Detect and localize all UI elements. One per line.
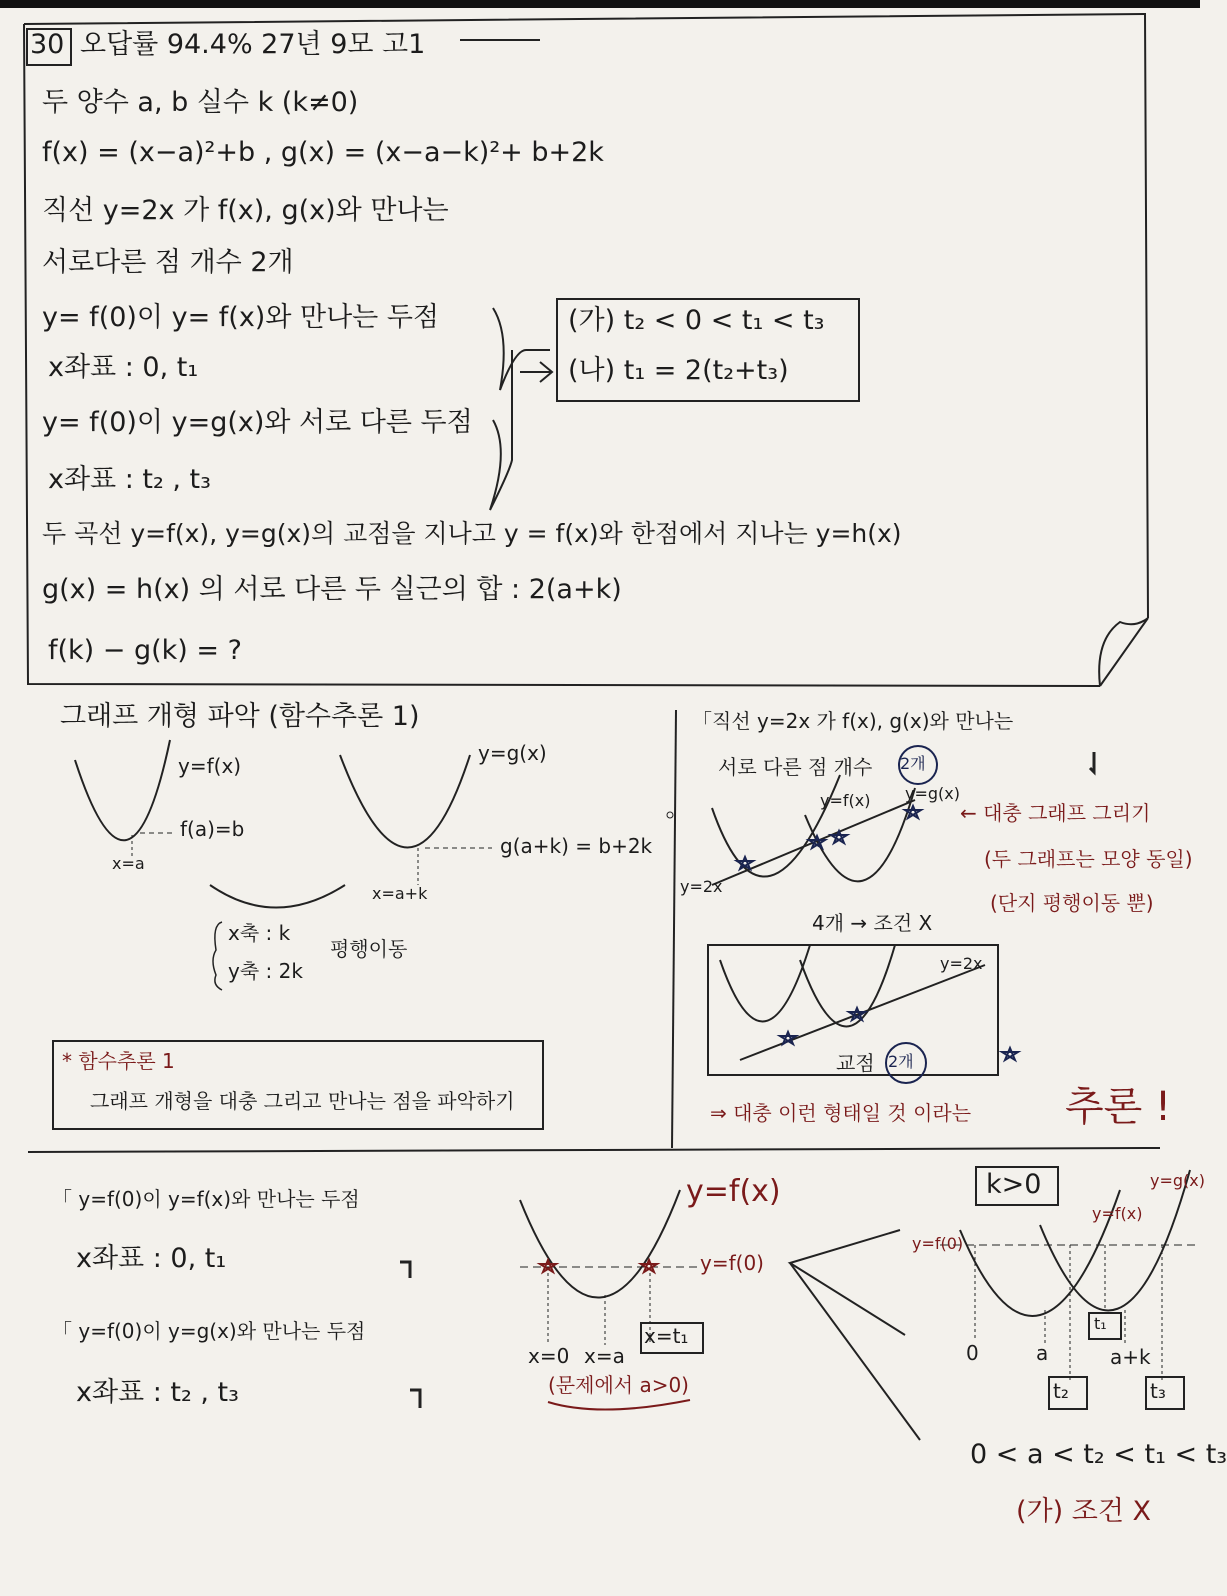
- problem-line: y= f(0)이 y= f(x)와 만나는 두점: [42, 302, 439, 333]
- s3-line: 「 y=f(0)이 y=f(x)와 만나는 두점: [52, 1187, 360, 1211]
- problem-number: 30: [30, 29, 65, 60]
- right-a: a: [1036, 1341, 1049, 1365]
- right-f0-label: y=f(0): [912, 1234, 964, 1253]
- g-vertex-label: g(a+k) = b+2k: [500, 834, 653, 858]
- s3-line: x좌표 : 0, t₁: [76, 1243, 227, 1274]
- a-positive: (문제에서 a>0): [548, 1373, 689, 1397]
- problem-line: y= f(0)이 y=g(x)와 서로 다른 두점: [42, 407, 473, 438]
- condition-ga: (가) t₂ < 0 < t₁ < t₃: [568, 305, 825, 336]
- cross-count: 2개: [888, 1052, 914, 1071]
- s3-f0-label: y=f(0): [700, 1251, 764, 1275]
- problem-line: 직선 y=2x 가 f(x), g(x)와 만나는: [42, 195, 449, 226]
- problem-line: 두 양수 a, b 실수 k (k≠0): [42, 87, 359, 118]
- xt1-label: x=t₁: [644, 1324, 689, 1348]
- s2-line-label: y=2x: [680, 877, 723, 896]
- condition-na: (나) t₁ = 2(t₂+t₃): [568, 355, 789, 386]
- x0-label: x=0: [528, 1344, 570, 1368]
- g-curve-label: y=g(x): [478, 741, 547, 765]
- conclusion: ⇒ 대충 이런 형태일 것 이라는: [710, 1101, 972, 1125]
- right-t2: t₂: [1053, 1379, 1069, 1403]
- order-inequality: 0 < a < t₂ < t₁ < t₃: [970, 1439, 1227, 1470]
- g-xa-label: x=a+k: [372, 884, 428, 903]
- cross-label: 교점: [836, 1051, 875, 1075]
- right-o: 0: [966, 1341, 979, 1365]
- f-curve-label: y=f(x): [178, 754, 242, 778]
- inference: 추론 !: [1065, 1084, 1172, 1130]
- s2-f-label: y=f(x): [820, 791, 871, 810]
- problem-line: f(x) = (x−a)²+b , g(x) = (x−a−k)²+ b+2k: [42, 137, 604, 168]
- shift-x-label: x축 : k: [228, 921, 291, 945]
- right-t1: t₁: [1094, 1314, 1107, 1333]
- section2-subtitle: 서로 다른 점 개수: [718, 755, 873, 779]
- side-note: (단지 평행이동 뿐): [990, 891, 1154, 915]
- f-xa-label: x=a: [112, 854, 145, 873]
- v-divider: [672, 710, 676, 1148]
- section2-title: 「직선 y=2x 가 f(x), g(x)와 만나는: [692, 709, 1014, 733]
- problem-line: 서로다른 점 개수 2개: [42, 247, 294, 278]
- shift-y-label: y축 : 2k: [228, 959, 303, 983]
- problem-question: f(k) − g(k) = ?: [48, 635, 242, 666]
- s3r-g-curve: [1040, 1170, 1190, 1310]
- g-parabola: [340, 755, 470, 848]
- problem-meta: 오답률 94.4% 27년 9모 고1: [80, 29, 426, 60]
- k-positive: k>0: [986, 1169, 1042, 1200]
- h-divider: [28, 1148, 1160, 1152]
- s3-f-curve: [520, 1190, 680, 1298]
- s3-line: 「 y=f(0)이 y=g(x)와 만나는 두점: [52, 1319, 366, 1343]
- side-note: ← 대충 그래프 그리기: [960, 801, 1151, 825]
- s3-line: x좌표 : t₂ , t₃: [76, 1377, 239, 1408]
- right-f-label: y=f(x): [1092, 1204, 1143, 1223]
- four-condition: 4개 → 조건 X: [812, 911, 933, 935]
- problem-line: x좌표 : 0, t₁: [48, 352, 199, 383]
- s2-g-label: y=g(x): [905, 784, 960, 803]
- right-g-label: y=g(x): [1150, 1171, 1205, 1190]
- s2-line2-label: y=2x: [940, 954, 983, 973]
- problem-line: x좌표 : t₂ , t₃: [48, 464, 211, 495]
- problem-line: 두 곡선 y=f(x), y=g(x)의 교점을 지나고 y = f(x)와 한점에서 지나는 y=h(x): [42, 519, 902, 548]
- problem-line: g(x) = h(x) 의 서로 다른 두 실근의 합 : 2(a+k): [42, 574, 622, 605]
- xa-label: x=a: [584, 1344, 625, 1368]
- verdict: (가) 조건 X: [1016, 1496, 1151, 1527]
- f-parabola: [75, 740, 170, 840]
- note-body: 그래프 개형을 대충 그리고 만나는 점을 파악하기: [90, 1089, 515, 1113]
- note-title: * 함수추론 1: [62, 1049, 175, 1073]
- count-circled: 2개: [900, 754, 926, 773]
- f-vertex-label: f(a)=b: [180, 817, 245, 841]
- shift-label: 평행이동: [330, 937, 408, 961]
- right-t3: t₃: [1150, 1379, 1166, 1403]
- side-note: (두 그래프는 모양 동일): [984, 847, 1193, 871]
- right-ak: a+k: [1110, 1345, 1151, 1369]
- s3-f-label: y=f(x): [686, 1174, 781, 1209]
- section1-title: 그래프 개형 파악 (함수추론 1): [60, 701, 420, 732]
